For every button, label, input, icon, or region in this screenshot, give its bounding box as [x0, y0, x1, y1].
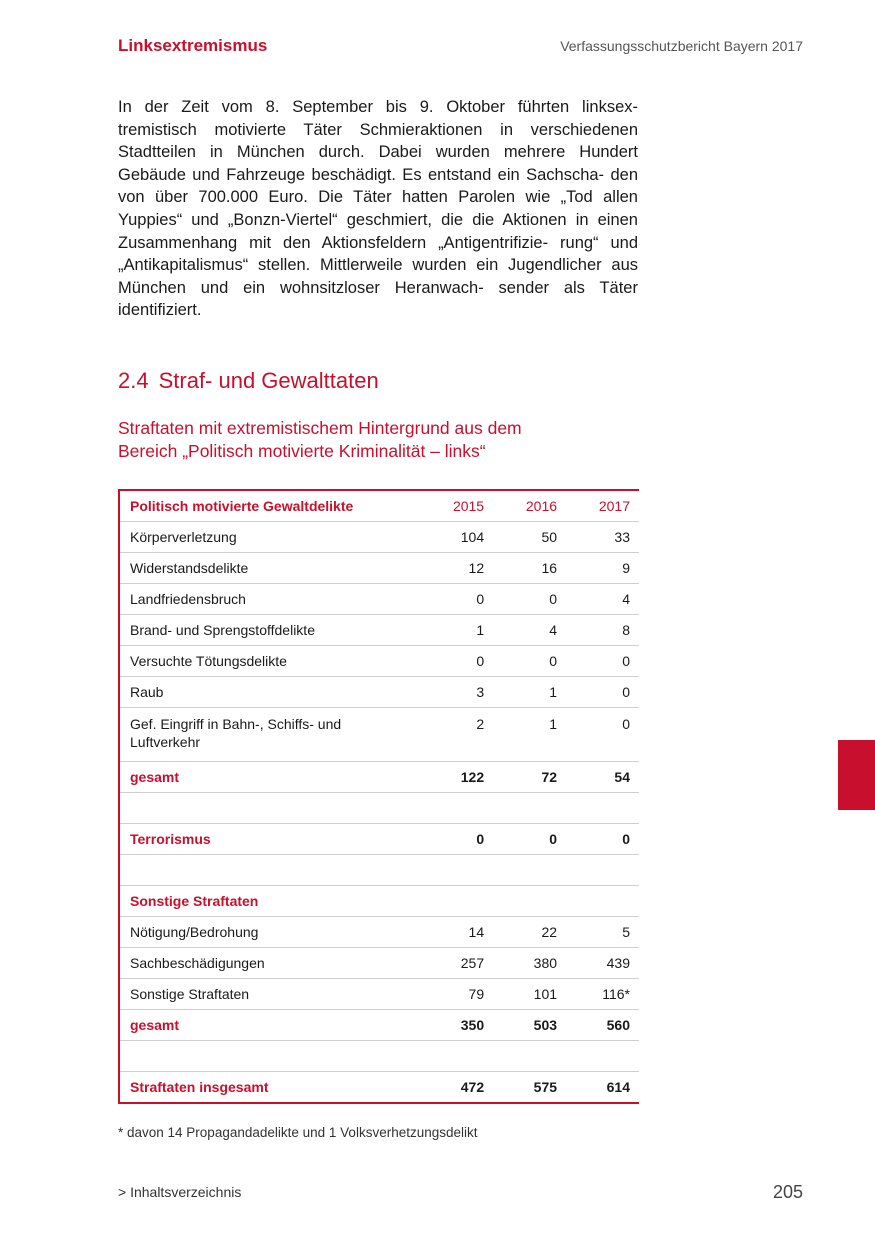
- intro-line: sender als Täter identifiziert.: [118, 278, 638, 320]
- cell-value: 9: [566, 553, 639, 584]
- cell-value: 4: [566, 584, 639, 615]
- publication-title: Verfassungsschutzbericht Bayern 2017: [560, 38, 803, 54]
- cell-value: 50: [493, 522, 566, 553]
- cell-value: 79: [420, 979, 493, 1010]
- table-row: [120, 553, 639, 584]
- table-row: [120, 917, 639, 948]
- cell-value: 0: [493, 824, 566, 855]
- cell-value: 116*: [566, 979, 639, 1010]
- other-total-row: [120, 1010, 639, 1041]
- intro-line: den von über 700.000 Euro. Die Täter hatten Parolen wie „Tod: [118, 165, 638, 207]
- row-label: Straftaten insgesamt: [130, 1079, 269, 1095]
- row-label-line: Gef. Eingriff in Bahn-, Schiffs- und: [130, 716, 342, 732]
- cell-value: 0: [566, 708, 639, 762]
- row-label: Landfriedensbruch: [120, 584, 420, 615]
- table-row: [120, 948, 639, 979]
- cell-value: 0: [566, 824, 639, 855]
- cell-value: 72: [493, 762, 566, 793]
- chapter-side-tab: [838, 740, 875, 810]
- intro-line: Gebäude und Fahrzeuge beschädigt. Es entstand ein Sachscha-: [118, 165, 605, 184]
- cell-value: 14: [420, 917, 493, 948]
- table-header-row: [120, 491, 639, 522]
- cell-value: 54: [566, 762, 639, 793]
- table-of-contents-link[interactable]: > Inhaltsverzeichnis: [118, 1184, 242, 1200]
- cell-value: 22: [493, 917, 566, 948]
- cell-value: 1: [493, 677, 566, 708]
- section-number: 2.4: [118, 368, 149, 393]
- row-label: Nötigung/Bedrohung: [120, 917, 420, 948]
- spacer-row: [120, 793, 639, 824]
- cell-value: 439: [566, 948, 639, 979]
- row-label-line: Luftverkehr: [130, 734, 201, 750]
- row-label: Sonstige Straftaten: [120, 886, 420, 917]
- table-row: [120, 522, 639, 553]
- intro-line: in einen Zusammenhang mit den Aktionsfeldern „Antigentrifizie-: [118, 210, 638, 252]
- cell-value: 1: [493, 708, 566, 762]
- chapter-title: Linksextremismus: [118, 36, 268, 55]
- year-2015: 2015: [420, 491, 493, 522]
- row-label: Versuchte Tötungsdelikte: [120, 646, 420, 677]
- cell-value: 12: [420, 553, 493, 584]
- cell-value: 503: [493, 1010, 566, 1041]
- terrorism-row: [120, 824, 639, 855]
- cell-value: 101: [493, 979, 566, 1010]
- intro-line: allen Yuppies“ und „Bonzn-Viertel“ geschmiert, die die Aktionen: [118, 188, 638, 229]
- violent-total-row: [120, 762, 639, 793]
- cell-value: 0: [420, 646, 493, 677]
- page-number: 205: [772, 1182, 803, 1202]
- row-label: Sonstige Straftaten: [120, 979, 420, 1010]
- cell-value: 16: [493, 553, 566, 584]
- cell-value: 0: [420, 824, 493, 855]
- cell-value: 575: [533, 1079, 558, 1095]
- row-label: Brand- und Sprengstoffdelikte: [120, 615, 420, 646]
- cell-value: 0: [493, 584, 566, 615]
- intro-line: Stadtteilen in München durch. Dabei wurden mehrere Hundert: [118, 143, 638, 162]
- row-label: Terrorismus: [120, 824, 420, 855]
- cell-value: 5: [566, 917, 639, 948]
- cell-value: 122: [420, 762, 493, 793]
- cell-value: 104: [420, 522, 493, 553]
- cell-value: 1: [420, 615, 493, 646]
- subtitle-line: Bereich „Politisch motivierte Kriminalität – links“: [118, 441, 486, 461]
- row-label: Körperverletzung: [120, 522, 420, 553]
- other-crimes-header-row: [120, 886, 639, 917]
- table-row: [120, 979, 639, 1010]
- table-row: [120, 708, 639, 762]
- year-2017: 2017: [566, 491, 639, 522]
- intro-line: rung“ und „Antikapitalismus“ stellen. Mittlerweile wurden ein: [118, 233, 638, 275]
- row-label: [120, 708, 420, 762]
- section-heading: [118, 368, 379, 394]
- cell-value: 472: [460, 1079, 485, 1095]
- cell-value: 8: [566, 615, 639, 646]
- intro-line: Jugendlicher aus München und ein wohnsitzloser Heranwach-: [118, 256, 638, 297]
- cell-value: 257: [420, 948, 493, 979]
- cell-value: 350: [420, 1010, 493, 1041]
- row-label: Sachbeschädigungen: [120, 948, 420, 979]
- cell-value: 560: [566, 1010, 639, 1041]
- year-2016: 2016: [493, 491, 566, 522]
- cell-value: 3: [420, 677, 493, 708]
- spacer-row: [120, 855, 639, 886]
- intro-paragraph: [118, 96, 638, 322]
- table-subtitle: [118, 417, 638, 463]
- cell-value: 614: [606, 1079, 630, 1095]
- spacer-row: [120, 1041, 639, 1072]
- grand-total-row: [120, 1072, 639, 1103]
- row-label: Widerstandsdelikte: [120, 553, 420, 584]
- crime-statistics-table: [118, 489, 639, 1104]
- cell-value: 0: [566, 677, 639, 708]
- table-row: [120, 584, 639, 615]
- intro-line: tremistisch motivierte Täter Schmieraktionen in verschiedenen: [118, 120, 638, 139]
- cell-value: 0: [566, 646, 639, 677]
- row-label: Raub: [120, 677, 420, 708]
- row-label: gesamt: [120, 762, 420, 793]
- cell-value: 0: [493, 646, 566, 677]
- table-row: [120, 646, 639, 677]
- cell-value: 380: [493, 948, 566, 979]
- row-label: gesamt: [120, 1010, 420, 1041]
- header-label: Politisch motivierte Gewaltdelikte: [120, 491, 420, 522]
- intro-line: In der Zeit vom 8. September bis 9. Oktober führten linksex-: [118, 98, 638, 116]
- section-title-text: Straf- und Gewalttaten: [158, 368, 379, 393]
- cell-value: 33: [566, 522, 639, 553]
- table-row: [120, 677, 639, 708]
- table-footnote: * davon 14 Propagandadelikte und 1 Volksverhetzungsdelikt: [118, 1125, 478, 1140]
- table-row: [120, 615, 639, 646]
- cell-value: 4: [493, 615, 566, 646]
- cell-value: 0: [420, 584, 493, 615]
- subtitle-line: Straftaten mit extremistischem Hintergrund aus dem: [118, 418, 522, 438]
- cell-value: 2: [420, 708, 493, 762]
